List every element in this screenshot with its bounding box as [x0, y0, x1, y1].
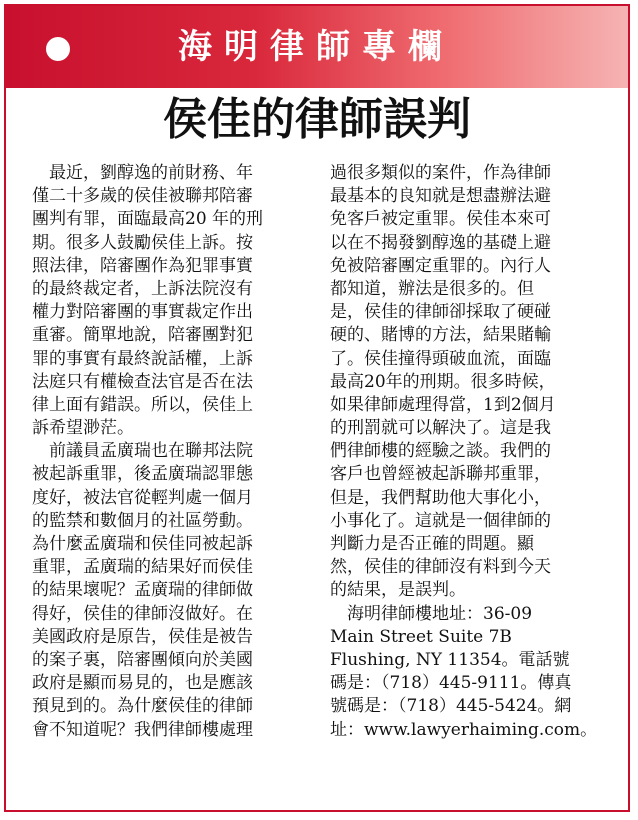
text-line: 為什麼孟廣瑞和侯佳同被起訴: [32, 534, 253, 554]
article-page: [4, 4, 630, 812]
text-line: 最近，劉醇逸的前財務、年: [32, 163, 253, 183]
text-line: 的結果壞呢？孟廣瑞的律師做: [32, 580, 253, 601]
article-headline: 侯佳的律師誤判: [163, 94, 471, 145]
text-line: 法庭只有權檢查法官是否在法: [32, 371, 253, 392]
text-line: 免被陪審團定重罪的。內行人: [330, 255, 551, 276]
text-line: 會不知道呢？我們律師樓處理: [32, 719, 253, 740]
text-line: 被起訴重罪，後孟廣瑞認罪態: [32, 464, 253, 485]
text-line: 最高20年的刑期。很多時候，: [330, 371, 556, 392]
text-line: 們律師樓的經驗之談。我們的: [330, 441, 551, 462]
text-line: 海明律師樓地址：36-09: [330, 603, 533, 624]
text-line: 免客戶被定重罪。侯佳本來可: [330, 209, 551, 230]
text-line: 度好，被法官從輕判處一個月: [32, 487, 253, 508]
text-line: 小事化了。這就是一個律師的: [330, 510, 551, 531]
text-line: 的刑罰就可以解決了。這是我: [330, 418, 551, 439]
text-line: 判斷力是否正確的問題。顯: [330, 534, 534, 554]
text-line: 僅二十多歲的侯佳被聯邦陪審: [32, 186, 253, 207]
text-line: 重罪，孟廣瑞的結果好而侯佳: [32, 557, 253, 578]
text-line: 的最終裁定者，上訴法院沒有: [32, 278, 253, 299]
text-line: 如果律師處理得當，1到2個月: [330, 394, 556, 415]
text-line: 美國政府是原告，侯佳是被告: [32, 626, 253, 647]
text-line: 的監禁和數個月的社區勞動。: [32, 510, 253, 531]
text-line: 然，侯佳的律師沒有料到今天: [330, 557, 551, 578]
text-line: 政府是顯而易見的，也是應該: [32, 673, 253, 694]
text-line: 了。侯佳撞得頭破血流，面臨: [330, 348, 551, 369]
text-line: 照法律，陪審團作為犯罪事實: [32, 255, 253, 276]
text-line: Flushing, NY 11354。電話號: [330, 649, 570, 670]
text-line: 預見到的。為什麼侯佳的律師: [32, 696, 253, 717]
text-line: 是，侯佳的律師卻採取了硬碰: [330, 302, 551, 323]
text-line: 團判有罪，面臨最高20 年的刑: [32, 209, 264, 230]
text-line: Main Street Suite 7B: [330, 626, 512, 647]
column-title: 海明律師專欄: [178, 27, 454, 67]
text-line: 碼是：（718）445-9111。傳真: [330, 673, 572, 694]
text-line: 都知道，辦法是很多的。但: [330, 278, 534, 299]
text-line: 權力對陪審團的事實裁定作出: [32, 302, 253, 323]
text-line: 期。很多人鼓勵侯佳上訴。按: [32, 232, 253, 253]
text-line: 客戶也曾經被起訴聯邦重罪，: [330, 464, 551, 485]
bullet-dot-icon: [46, 37, 70, 61]
column-banner: [6, 6, 628, 88]
text-line: 以在不揭發劉醇逸的基礎上避: [330, 232, 551, 253]
text-line: 址：www.lawyerhaiming.com。: [330, 719, 598, 740]
text-line: 的案子裏，陪審團傾向於美國: [32, 649, 253, 670]
text-line: 訴希望渺茫。: [32, 418, 134, 439]
text-line: 罪的事實有最終說話權，上訴: [32, 348, 253, 369]
text-line: 硬的、賭博的方法，結果賭輸: [330, 325, 551, 346]
text-line: 得好，侯佳的律師沒做好。在: [32, 603, 253, 624]
text-line: 號碼是：（718）445-5424。網: [330, 696, 572, 717]
text-line: 但是，我們幫助他大事化小，: [330, 487, 551, 508]
article-column-right: [330, 162, 626, 742]
text-line: 最基本的良知就是想盡辦法避: [330, 186, 551, 207]
text-line: 的結果，是誤判。: [330, 580, 466, 601]
text-line: 前議員孟廣瑞也在聯邦法院: [32, 441, 253, 462]
text-line: 過很多類似的案件，作為律師: [330, 163, 551, 183]
article-column-left: [32, 162, 328, 742]
text-line: 重審。簡單地說，陪審團對犯: [32, 325, 253, 346]
text-line: 律上面有錯誤。所以，侯佳上: [32, 394, 253, 415]
